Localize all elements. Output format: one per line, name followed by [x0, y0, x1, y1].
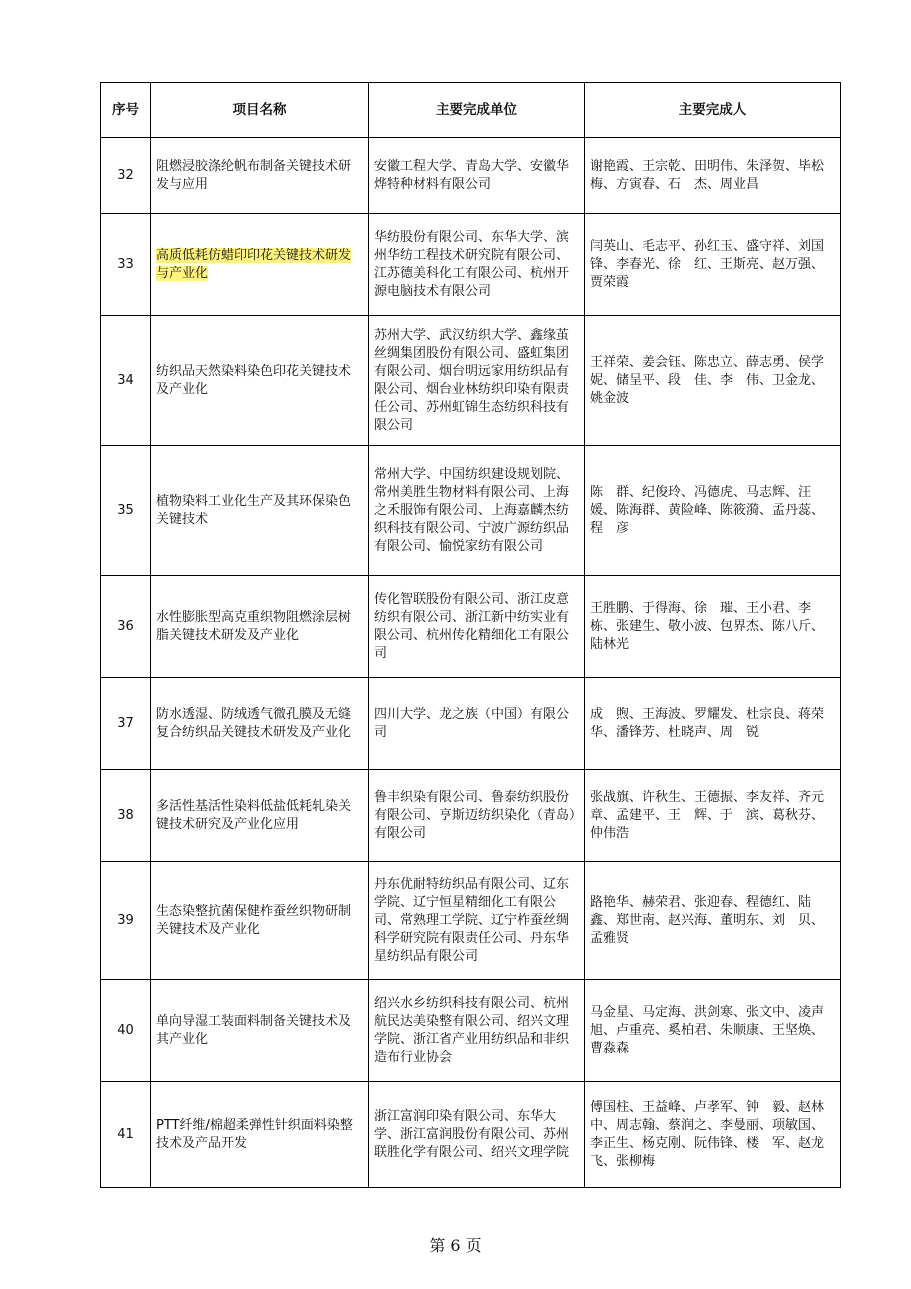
completion-units: 绍兴水乡纺织科技有限公司、杭州航民达美染整有限公司、绍兴文理学院、浙江省产业用纺织品和非织造布行业协会: [369, 980, 585, 1082]
completion-units: 浙江富润印染有限公司、东华大学、浙江富润股份有限公司、苏州联胜化学有限公司、绍兴文理学院: [369, 1082, 585, 1188]
row-number: 35: [101, 446, 151, 576]
header-people: 主要完成人: [585, 83, 841, 138]
row-number: 41: [101, 1082, 151, 1188]
row-number: 40: [101, 980, 151, 1082]
table-body: [101, 138, 841, 1188]
awards-table: [100, 82, 841, 1188]
completion-people: 王祥荣、姜会钰、陈忠立、薛志勇、侯学妮、储呈平、段 佳、李 伟、卫金龙、姚金波: [585, 316, 841, 446]
row-number: 34: [101, 316, 151, 446]
completion-people: 成 煦、王海波、罗耀发、杜宗良、蒋荣华、潘锋芳、杜晓声、周 锐: [585, 678, 841, 770]
row-number: 39: [101, 862, 151, 980]
project-name: 防水透湿、防绒透气微孔膜及无缝复合纺织品关键技术研发及产业化: [151, 678, 369, 770]
completion-units: 安徽工程大学、青岛大学、安徽华烨特种材料有限公司: [369, 138, 585, 214]
row-number: 33: [101, 214, 151, 316]
completion-people: 路艳华、赫荣君、张迎春、程德红、陆 鑫、郑世南、赵兴海、董明东、刘 贝、孟雅贤: [585, 862, 841, 980]
completion-people: 马金星、马定海、洪剑寒、张文中、凌声旭、卢重亮、奚柏君、朱顺康、王坚焕、曹淼森: [585, 980, 841, 1082]
table-row: [101, 316, 841, 446]
table-row: [101, 214, 841, 316]
project-name: 水性膨胀型高克重织物阻燃涂层树脂关键技术研发及产业化: [151, 576, 369, 678]
completion-units: 鲁丰织染有限公司、鲁泰纺织股份有限公司、亨斯迈纺织染化（青岛）有限公司: [369, 770, 585, 862]
row-number: 32: [101, 138, 151, 214]
completion-people: 张战旗、许秋生、王德振、李友祥、齐元章、孟建平、王 辉、于 滨、葛秋芬、仲伟浩: [585, 770, 841, 862]
completion-units: 丹东优耐特纺织品有限公司、辽东学院、辽宁恒星精细化工有限公司、常熟理工学院、辽宁柞蚕丝绸科学研究院有限责任公司、丹东华星纺织品有限公司: [369, 862, 585, 980]
completion-people: 闫英山、毛志平、孙红玉、盛守祥、刘国锋、李春光、徐 红、王斯亮、赵万强、贾荣霞: [585, 214, 841, 316]
header-row: [101, 83, 841, 138]
table-row: [101, 862, 841, 980]
highlighted-text: 高质低耗仿蜡印印花关键技术研发与产业化: [156, 247, 352, 281]
project-name: 生态染整抗菌保健柞蚕丝织物研制关键技术及产业化: [151, 862, 369, 980]
completion-units: 华纺股份有限公司、东华大学、滨州华纺工程技术研究院有限公司、江苏德美科化工有限公司、杭州开源电脑技术有限公司: [369, 214, 585, 316]
table-row: [101, 678, 841, 770]
project-name: 阻燃浸胶涤纶帆布制备关键技术研发与应用: [151, 138, 369, 214]
table-row: [101, 138, 841, 214]
completion-units: 苏州大学、武汉纺织大学、鑫缘茧丝绸集团股份有限公司、盛虹集团有限公司、烟台明远家用纺织品有限公司、烟台业林纺织印染有限责任公司、苏州虹锦生态纺织科技有限公司: [369, 316, 585, 446]
completion-people: 谢艳霞、王宗乾、田明伟、朱泽贺、毕松梅、方寅春、石 杰、周业昌: [585, 138, 841, 214]
header-name: 项目名称: [151, 83, 369, 138]
header-no: 序号: [101, 83, 151, 138]
header-unit: 主要完成单位: [369, 83, 585, 138]
table-row: [101, 980, 841, 1082]
table-header: [101, 83, 841, 138]
project-name: PTT纤维/棉超柔弹性针织面料染整技术及产品开发: [151, 1082, 369, 1188]
project-name: 单向导湿工装面料制备关键技术及其产业化: [151, 980, 369, 1082]
project-name: 纺织品天然染料染色印花关键技术及产业化: [151, 316, 369, 446]
project-name: 多活性基活性染料低盐低耗轧染关键技术研究及产业化应用: [151, 770, 369, 862]
table-row: [101, 770, 841, 862]
completion-units: 常州大学、中国纺织建设规划院、常州美胜生物材料有限公司、上海之禾服饰有限公司、上海嘉麟杰纺织科技有限公司、宁波广源纺织品有限公司、愉悦家纺有限公司: [369, 446, 585, 576]
completion-people: 陈 群、纪俊玲、冯德虎、马志辉、汪 媛、陈海群、黄险峰、陈筱漪、孟丹蕊、程 彦: [585, 446, 841, 576]
table-row: [101, 446, 841, 576]
row-number: 37: [101, 678, 151, 770]
completion-units: 四川大学、龙之族（中国）有限公司: [369, 678, 585, 770]
row-number: 38: [101, 770, 151, 862]
page-number: 第 6 页: [429, 1236, 482, 1255]
completion-people: 王胜鹏、于得海、徐 璀、王小君、李 栋、张建生、敬小波、包界杰、陈八斤、陆林光: [585, 576, 841, 678]
table-row: [101, 576, 841, 678]
row-number: 36: [101, 576, 151, 678]
project-name: 植物染料工业化生产及其环保染色关键技术: [151, 446, 369, 576]
table-row: [101, 1082, 841, 1188]
completion-units: 传化智联股份有限公司、浙江皮意纺织有限公司、浙江新中纺实业有限公司、杭州传化精细化工有限公司: [369, 576, 585, 678]
project-name: [151, 214, 369, 316]
completion-people: 傅国柱、王益峰、卢孝军、钟 毅、赵林中、周志翰、蔡润之、李曼丽、项敏国、李正生、杨克刚、阮伟锋、楼 军、赵龙飞、张柳梅: [585, 1082, 841, 1188]
